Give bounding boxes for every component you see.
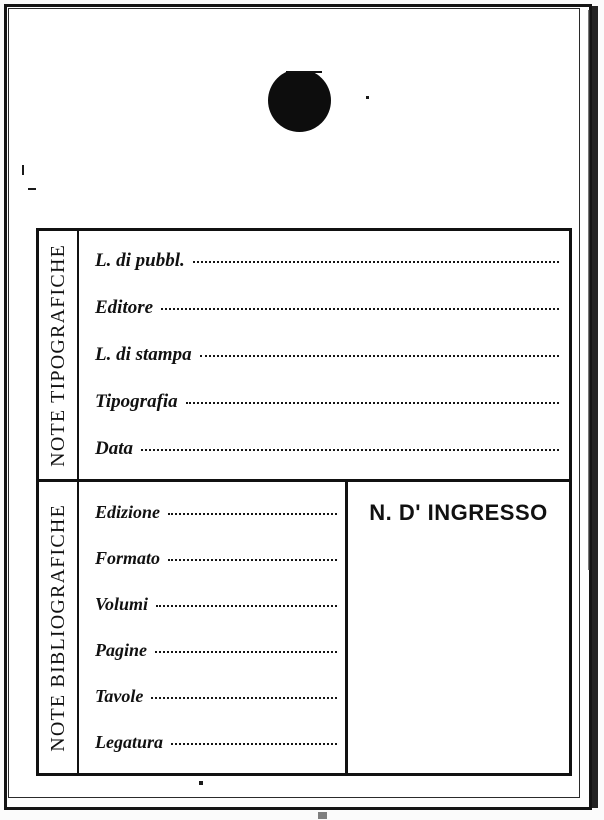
field-row	[79, 686, 345, 707]
field-input-tipografia[interactable]	[186, 401, 559, 404]
fields-bibliografiche	[79, 482, 345, 773]
scan-speck	[366, 96, 369, 99]
field-row	[79, 732, 345, 753]
field-row	[79, 297, 569, 319]
field-input-l-di-stampa[interactable]	[200, 354, 559, 357]
field-row	[79, 594, 345, 615]
section-note-tipografiche	[39, 231, 569, 482]
field-label-edizione: Edizione	[95, 502, 161, 523]
section-vertical-label-tipografiche: NOTE TIPOGRAFICHE	[46, 243, 69, 467]
field-label-l-di-stampa: L. di stampa	[95, 343, 192, 365]
field-label-pagine: Pagine	[95, 639, 147, 660]
field-input-tavole[interactable]	[151, 696, 337, 699]
punch-hole-icon	[268, 69, 331, 132]
field-row	[79, 548, 345, 569]
section-note-bibliografiche	[39, 482, 569, 773]
field-input-legatura[interactable]	[171, 742, 337, 745]
field-label-tipografia: Tipografia	[95, 391, 178, 413]
field-label-l-di-pubbl: L. di pubbl.	[95, 249, 185, 271]
field-label-editore: Editore	[95, 296, 154, 318]
field-input-editore[interactable]	[161, 307, 559, 310]
field-input-l-di-pubbl[interactable]	[193, 260, 559, 263]
field-row	[79, 640, 345, 661]
field-row	[79, 391, 569, 413]
field-row	[79, 438, 569, 460]
scan-edge-right-secondary	[588, 10, 590, 570]
panel-title-numero-ingresso: N. D' INGRESSO	[369, 500, 548, 525]
catalog-form-table	[36, 228, 572, 776]
scan-edge-right	[592, 6, 598, 808]
field-input-edizione[interactable]	[168, 512, 337, 515]
section-label-cell-bibliografiche	[39, 482, 79, 773]
scan-speck	[28, 188, 36, 190]
field-input-formato[interactable]	[168, 558, 337, 561]
section-vertical-label-bibliografiche: NOTE BIBLIOGRAFICHE	[46, 503, 69, 752]
scan-speck	[22, 165, 24, 175]
field-row	[79, 344, 569, 366]
field-input-pagine[interactable]	[155, 650, 337, 653]
field-label-volumi: Volumi	[95, 594, 149, 615]
scan-speck	[318, 812, 327, 819]
panel-numero-ingresso[interactable]	[345, 482, 569, 773]
field-input-data[interactable]	[141, 448, 559, 451]
field-label-tavole: Tavole	[95, 685, 144, 706]
fields-tipografiche	[79, 231, 569, 479]
field-label-data: Data	[95, 438, 133, 460]
field-input-volumi[interactable]	[156, 604, 337, 607]
scan-speck	[199, 781, 203, 785]
field-label-formato: Formato	[95, 548, 161, 569]
field-row	[79, 502, 345, 523]
section-label-cell-tipografiche	[39, 231, 79, 479]
field-row	[79, 250, 569, 272]
punch-hole-nick	[286, 61, 322, 73]
field-label-legatura: Legatura	[95, 731, 164, 752]
